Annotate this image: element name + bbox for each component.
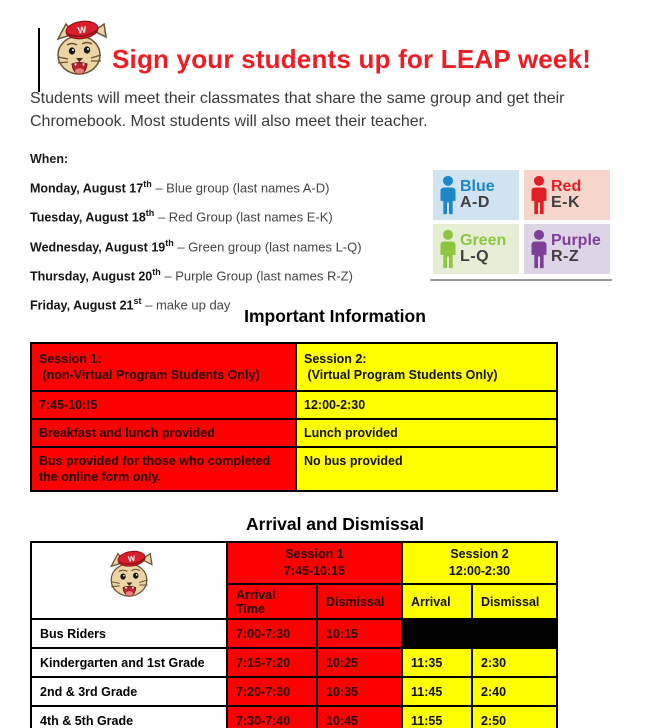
when-label: When:: [30, 152, 69, 166]
session2-bus-cell: No bus provided: [296, 447, 557, 491]
table-row-4th-5th: [31, 706, 557, 728]
table-row: [31, 419, 557, 447]
mascot-logo-small: [101, 545, 157, 603]
when-detail: – Green group (last names L-Q): [173, 238, 362, 254]
important-information-heading: Important Information: [244, 306, 426, 326]
text-cursor-line: [38, 28, 40, 92]
badge-red-group: [524, 170, 610, 220]
when-item-monday: [30, 179, 430, 195]
ordinal-suffix: th: [145, 208, 155, 219]
group-name: Purple: [551, 231, 601, 249]
session2-time-cell: 12:00-2:30: [296, 391, 557, 419]
badge-green-group: [433, 224, 519, 274]
when-day: Wednesday, August 19: [30, 239, 166, 254]
s1-arrival-time-header: Arrival Time: [227, 584, 317, 619]
session2-title: Session 2:: [304, 351, 367, 366]
group-range: R-Z: [551, 248, 580, 265]
important-information-table: [30, 342, 558, 492]
when-detail: – Red Group (last names E-K): [154, 209, 333, 225]
ordinal-suffix: th: [165, 237, 174, 248]
session2-time: 12:00-2:30: [448, 564, 511, 578]
s1-dismissal-value: 10:45: [317, 706, 402, 728]
session1-bus-cell: Bus provided for those who completed the online form only.: [31, 447, 296, 491]
group-range: L-Q: [460, 248, 490, 265]
ordinal-suffix: th: [143, 179, 152, 189]
s2-dismissal-value: 2:30: [472, 648, 557, 677]
s1-dismissal-value: 10:35: [317, 677, 402, 706]
table-row-bus-riders: [31, 619, 557, 648]
s1-arrival-value: 7:20-7:30: [227, 677, 317, 706]
ordinal-suffix: st: [133, 296, 142, 307]
arrival-dismissal-table: [30, 541, 558, 728]
when-detail: – make up day: [141, 297, 231, 313]
session2-subtitle: (Virtual Program Students Only): [304, 368, 498, 382]
s2-arrival-value: 11:55: [402, 706, 472, 728]
s1-dismissal-header: Dismissal: [317, 584, 402, 619]
group-name: Blue: [460, 177, 495, 195]
mascot-logo: [46, 14, 112, 82]
s2-arrival-value: 11:35: [402, 648, 472, 677]
badges-underline: [430, 279, 612, 281]
ordinal-suffix: th: [152, 266, 161, 277]
when-item-thursday: [30, 267, 430, 283]
when-day: Monday, August 17: [30, 181, 144, 196]
group-name: Green: [460, 231, 507, 249]
session1-time-cell: 7:45-10:!5: [31, 391, 296, 419]
mascot-logo-cell: [31, 542, 227, 619]
s1-dismissal-value: 10:25: [317, 648, 402, 677]
s1-dismissal-value: 10:15: [317, 619, 402, 648]
s2-dismissal-value: 2:50: [472, 706, 557, 728]
session2-column-header: [402, 542, 557, 584]
badge-blue-group: [433, 170, 519, 220]
session1-header-cell: [31, 343, 296, 391]
session2-title: Session 2: [450, 547, 509, 562]
when-item-tuesday: [30, 208, 430, 224]
s1-arrival-value: 7:15-7:20: [227, 648, 317, 677]
group-badges: [433, 170, 611, 274]
group-name: Red: [551, 177, 582, 195]
person-icon: [529, 175, 549, 215]
badge-purple-group: [524, 224, 610, 274]
session1-title: Session 1: [285, 547, 344, 562]
row-label: Kindergarten and 1st Grade: [31, 648, 227, 677]
s2-dismissal-value-blacked-out: [472, 619, 557, 648]
person-icon: [529, 229, 549, 269]
row-label: 4th & 5th Grade: [31, 706, 227, 728]
group-range: E-K: [551, 194, 581, 211]
arrival-dismissal-heading: Arrival and Dismissal: [246, 514, 424, 534]
session2-meals-cell: Lunch provided: [296, 419, 557, 447]
s2-dismissal-header: Dismissal: [472, 584, 557, 619]
session1-column-header: [227, 542, 402, 584]
table-row: [31, 343, 557, 391]
page-title: Sign your students up for LEAP week!: [112, 44, 592, 74]
table-row: [31, 391, 557, 419]
group-range: A-D: [460, 194, 490, 211]
s2-arrival-header: Arrival: [402, 584, 472, 619]
table-row-kindergarten-1st: [31, 648, 557, 677]
when-day: Thursday, August 20: [30, 269, 153, 284]
s2-arrival-value-blacked-out: [402, 619, 472, 648]
table-row-2nd-3rd: [31, 677, 557, 706]
s1-arrival-value: 7:30-7:40: [227, 706, 317, 728]
when-detail: – Blue group (last names A-D): [151, 180, 330, 196]
when-item-wednesday: [30, 238, 430, 254]
when-day: Friday, August 21: [30, 298, 134, 313]
s2-arrival-value: 11:45: [402, 677, 472, 706]
intro-paragraph: Students will meet their classmates that share the same group and get their Chromebook. Most students will also meet their teacher.: [30, 90, 565, 130]
row-label: 2nd & 3rd Grade: [31, 677, 227, 706]
when-section: [30, 152, 430, 326]
session1-time: 7:45-10:15: [283, 564, 346, 578]
s2-dismissal-value: 2:40: [472, 677, 557, 706]
table-row: [31, 542, 557, 584]
when-detail: – Purple Group (last names R-Z): [160, 268, 353, 284]
table-row: [31, 447, 557, 491]
session1-meals-cell: Breakfast and lunch provided: [31, 419, 296, 447]
when-day: Tuesday, August 18: [30, 210, 146, 225]
person-icon: [438, 229, 458, 269]
session2-header-cell: [296, 343, 557, 391]
person-icon: [438, 175, 458, 215]
session1-title: Session 1:: [39, 351, 102, 366]
row-label: Bus Riders: [31, 619, 227, 648]
s1-arrival-value: 7:00-7:30: [227, 619, 317, 648]
session1-subtitle: (non-Virtual Program Students Only): [39, 368, 260, 382]
